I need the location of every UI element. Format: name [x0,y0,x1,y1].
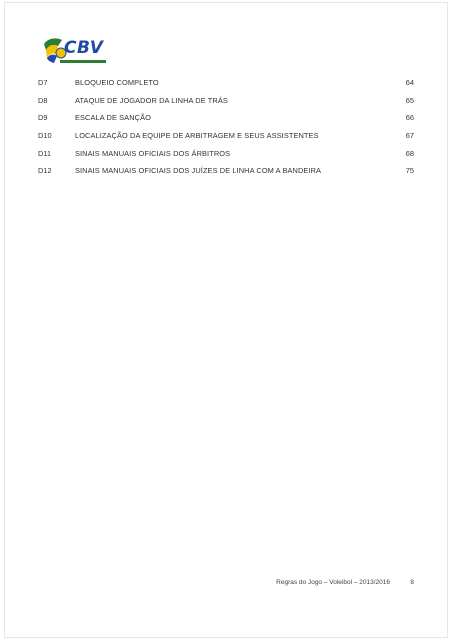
table-of-contents [38,78,414,184]
toc-title: BLOQUEIO COMPLETO [75,78,159,87]
footer-text: Regras do Jogo – Voleibol – 2013/2016 [276,579,390,586]
toc-row[interactable] [38,131,414,149]
toc-code: D10 [38,131,52,141]
toc-row[interactable] [38,149,414,167]
toc-title: ATAQUE DE JOGADOR DA LINHA DE TRÁS [75,95,228,105]
toc-page: 67 [405,131,414,141]
logo-text: CBV [64,38,104,58]
toc-code: D8 [38,95,48,105]
toc-row[interactable] [38,113,414,131]
toc-row[interactable] [38,96,414,114]
logo-tagline-bar [60,60,106,63]
toc-code: D12 [38,166,52,176]
page-number: 8 [410,579,414,586]
toc-title: ESCALA DE SANÇÃO [75,113,151,123]
toc-row[interactable] [38,166,414,184]
toc-title: SINAIS MANUAIS OFICIAIS DOS JUÍZES DE LINHA COM A BANDEIRA [75,166,322,176]
toc-code: D7 [38,78,48,87]
toc-title: SINAIS MANUAIS OFICIAIS DOS ÁRBITROS [75,148,231,158]
toc-page: 68 [405,148,414,158]
toc-page: 64 [405,78,414,87]
toc-page: 66 [405,113,414,123]
cbv-logo [42,36,112,72]
toc-title: LOCALIZAÇÃO DA EQUIPE DE ARBITRAGEM E SEUS ASSISTENTES [75,131,319,141]
toc-page: 75 [405,166,414,176]
toc-page: 65 [405,95,414,105]
toc-code: D11 [38,148,52,158]
toc-row[interactable] [38,78,414,96]
toc-code: D9 [38,113,48,123]
